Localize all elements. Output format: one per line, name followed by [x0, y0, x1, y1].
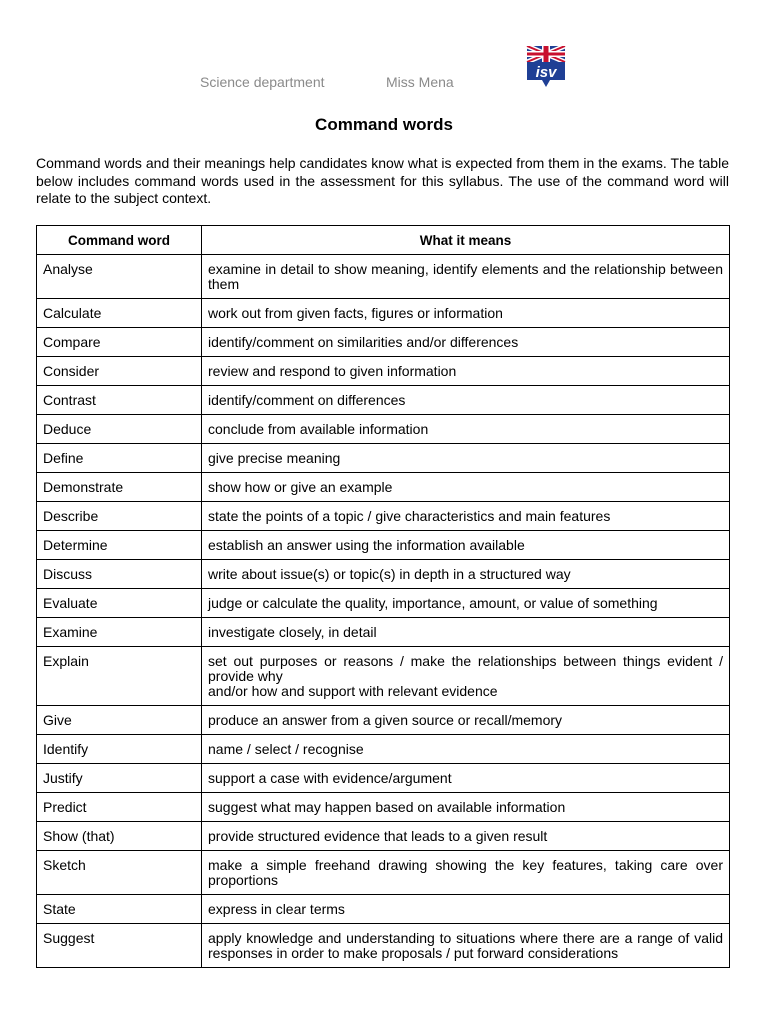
command-word: State: [37, 895, 202, 924]
command-meaning: show how or give an example: [202, 473, 730, 502]
command-word: Compare: [37, 328, 202, 357]
command-word: Examine: [37, 618, 202, 647]
command-word: Calculate: [37, 299, 202, 328]
command-words-table: [36, 225, 730, 968]
table-row: [37, 924, 730, 968]
command-word: Evaluate: [37, 589, 202, 618]
command-meaning: provide structured evidence that leads to a given result: [202, 822, 730, 851]
table-row: [37, 851, 730, 895]
table-row: [37, 444, 730, 473]
table-row: [37, 735, 730, 764]
table-row: [37, 357, 730, 386]
command-word: Suggest: [37, 924, 202, 968]
table-row: [37, 386, 730, 415]
svg-text:isv: isv: [535, 64, 557, 81]
command-word: Sketch: [37, 851, 202, 895]
table-row: [37, 415, 730, 444]
table-row: [37, 822, 730, 851]
command-word: Consider: [37, 357, 202, 386]
command-word: Explain: [37, 647, 202, 706]
department-label: Science department: [200, 74, 325, 90]
table-header-row: [37, 226, 730, 255]
command-word: Contrast: [37, 386, 202, 415]
command-meaning: conclude from available information: [202, 415, 730, 444]
command-word: Demonstrate: [37, 473, 202, 502]
command-meaning: name / select / recognise: [202, 735, 730, 764]
command-meaning: give precise meaning: [202, 444, 730, 473]
page-title: Command words: [315, 115, 453, 134]
command-meaning-line: set out purposes or reasons / make the relationships between things evident / provide why: [208, 653, 723, 684]
table-row: [37, 531, 730, 560]
table-row: [37, 706, 730, 735]
command-meaning: identify/comment on similarities and/or differences: [202, 328, 730, 357]
isv-logo: [526, 46, 566, 88]
table-row: [37, 560, 730, 589]
command-meaning: establish an answer using the information available: [202, 531, 730, 560]
command-meaning: apply knowledge and understanding to situations where there are a range of valid responses in order to make proposals / put forward considerations: [202, 924, 730, 968]
table-row: [37, 647, 730, 706]
table-row: [37, 502, 730, 531]
intro-paragraph: Command words and their meanings help candidates know what is expected from them in the exams. The table below includes command words used in the assessment for this syllabus. The use of the command word will relate to the subject context.: [36, 155, 729, 206]
command-meaning: express in clear terms: [202, 895, 730, 924]
command-meaning: judge or calculate the quality, importance, amount, or value of something: [202, 589, 730, 618]
command-meaning: make a simple freehand drawing showing the key features, taking care over proportions: [202, 851, 730, 895]
command-word: Define: [37, 444, 202, 473]
command-meaning: suggest what may happen based on available information: [202, 793, 730, 822]
command-meaning: support a case with evidence/argument: [202, 764, 730, 793]
command-word: Deduce: [37, 415, 202, 444]
table-row: [37, 895, 730, 924]
command-word: Justify: [37, 764, 202, 793]
command-meaning-line: and/or how and support with relevant evidence: [208, 683, 498, 699]
command-word: Show (that): [37, 822, 202, 851]
table-row: [37, 328, 730, 357]
command-meaning: [202, 647, 730, 706]
command-word: Give: [37, 706, 202, 735]
command-word: Discuss: [37, 560, 202, 589]
table-row: [37, 473, 730, 502]
command-meaning: produce an answer from a given source or recall/memory: [202, 706, 730, 735]
table-row: [37, 299, 730, 328]
table-row: [37, 589, 730, 618]
table-row: [37, 793, 730, 822]
command-word: Determine: [37, 531, 202, 560]
header-command-word: Command word: [37, 226, 202, 255]
table-row: [37, 764, 730, 793]
command-meaning: investigate closely, in detail: [202, 618, 730, 647]
table-row: [37, 255, 730, 299]
table-row: [37, 618, 730, 647]
command-word: Identify: [37, 735, 202, 764]
command-word: Analyse: [37, 255, 202, 299]
teacher-label: Miss Mena: [386, 74, 454, 90]
command-meaning: state the points of a topic / give characteristics and main features: [202, 502, 730, 531]
command-meaning: work out from given facts, figures or information: [202, 299, 730, 328]
command-word: Describe: [37, 502, 202, 531]
command-meaning: identify/comment on differences: [202, 386, 730, 415]
command-meaning: write about issue(s) or topic(s) in depth in a structured way: [202, 560, 730, 589]
command-meaning: examine in detail to show meaning, identify elements and the relationship between them: [202, 255, 730, 299]
command-word: Predict: [37, 793, 202, 822]
header-what-it-means: What it means: [202, 226, 730, 255]
command-meaning: review and respond to given information: [202, 357, 730, 386]
